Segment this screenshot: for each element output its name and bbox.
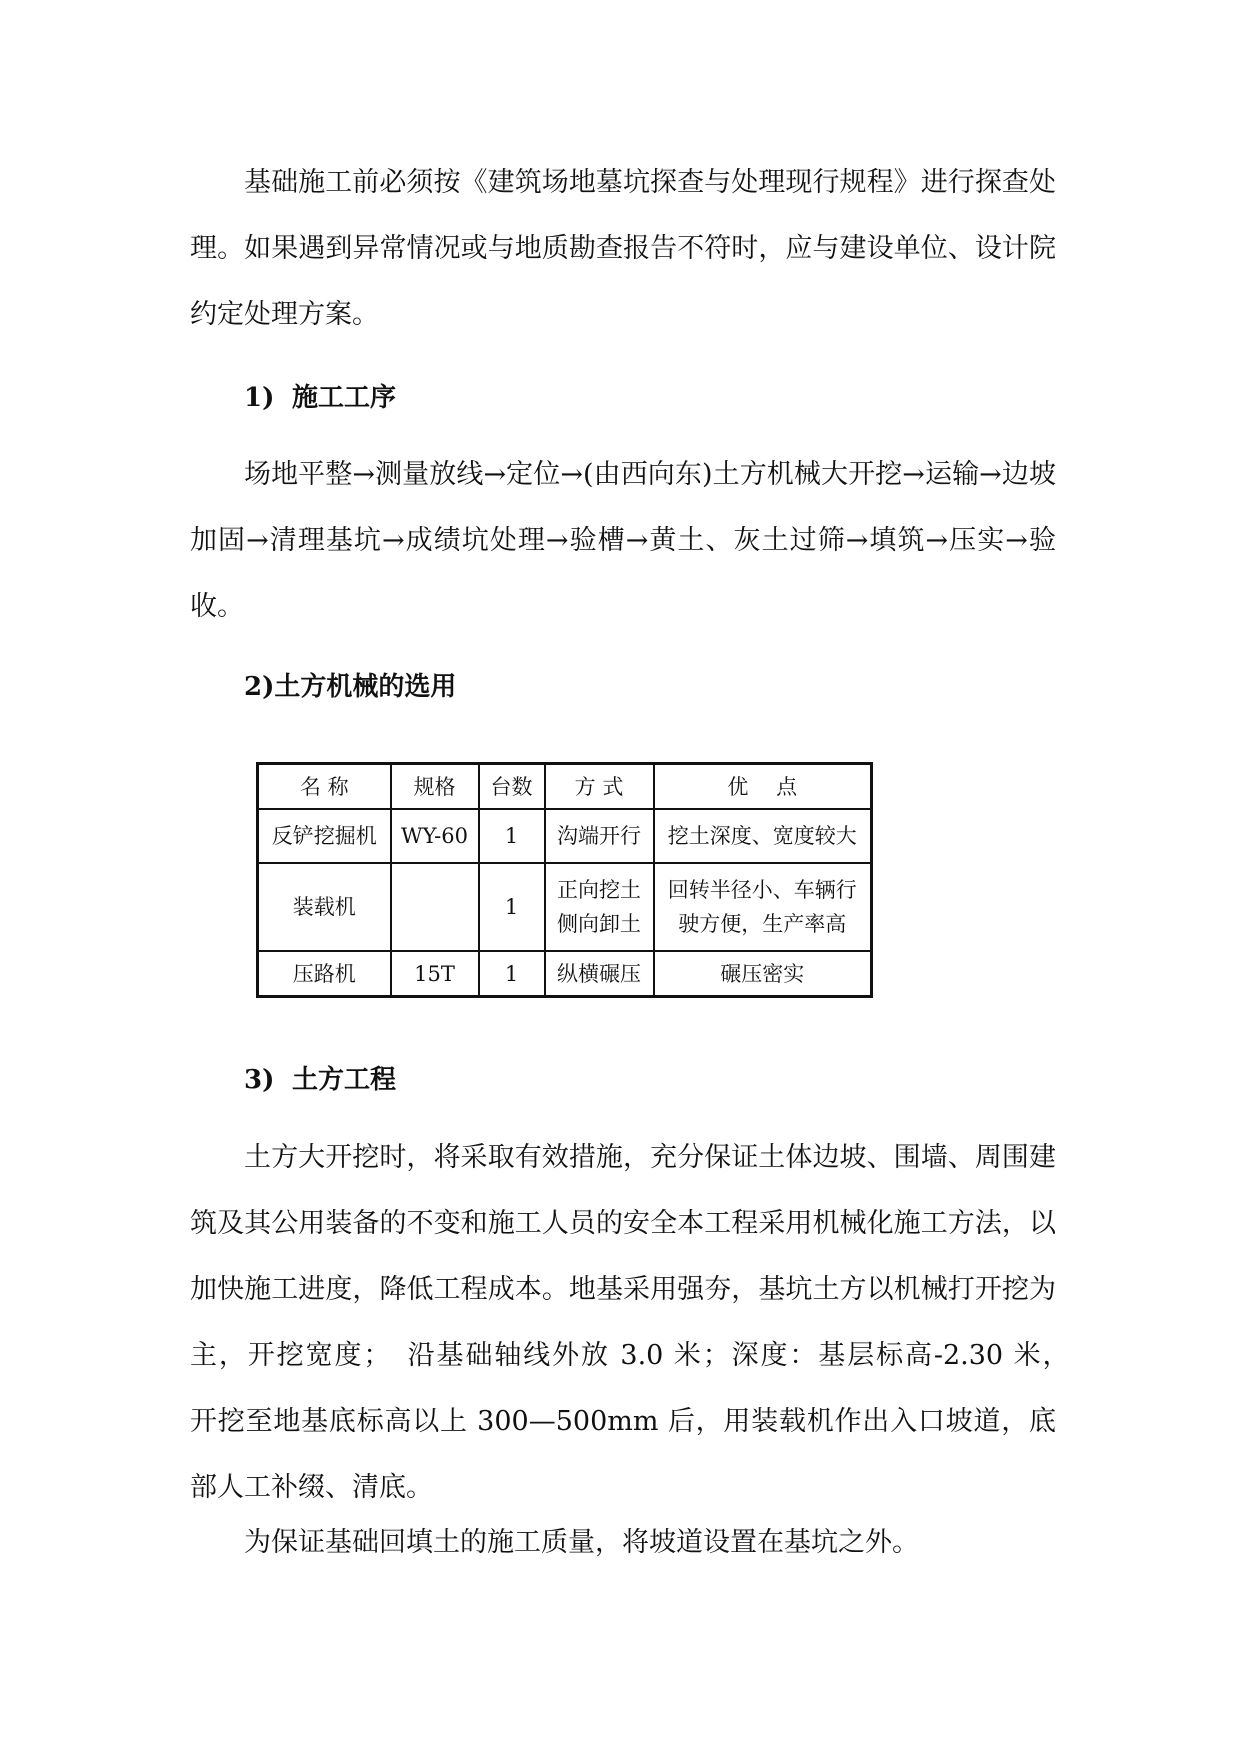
cell-spec: WY-60 <box>391 809 479 863</box>
section-title: 施工工序 <box>292 383 397 413</box>
section-heading-earthwork <box>244 1060 396 1100</box>
section-number: 2) <box>244 672 275 702</box>
cell-name: 反铲挖掘机 <box>258 809 391 863</box>
section-heading-process <box>244 378 396 418</box>
header-mode: 方 式 <box>545 764 654 810</box>
cell-spec: 15T <box>391 951 479 997</box>
header-spec: 规格 <box>391 764 479 810</box>
table-header-row <box>258 764 872 810</box>
header-advantage: 优 点 <box>654 764 872 810</box>
table-row <box>258 863 872 951</box>
backfill-paragraph: 为保证基础回填土的施工质量，将坡道设置在基坑之外。 <box>244 1527 919 1558</box>
section-title: 土方机械的选用 <box>274 672 457 702</box>
section-heading-machinery <box>244 667 456 707</box>
header-name: 名 称 <box>258 764 391 810</box>
table-row <box>258 951 872 997</box>
section-title: 土方工程 <box>292 1065 397 1095</box>
earthwork-paragraph: 土方大开挖时，将采取有效措施，充分保证土体边坡、围墙、周围建筑及其公用装备的不变和施工人员的安全本工程采用机械化施工方法，以加快施工进度，降低工程成本。地基采用强夯，基坑土方以机械打开挖为主，开挖宽度； 沿基础轴线外放 3.0 米；深度：基层标高-2.30 米， 开挖至地基底标高以上 300—500mm 后，用装载机作出入口坡道，底部人工补缀、清底。 <box>190 1142 1083 1503</box>
section-number: 3) <box>244 1065 275 1095</box>
cell-name: 装载机 <box>258 863 391 951</box>
cell-count: 1 <box>479 863 545 951</box>
cell-mode: 正向挖土侧向卸土 <box>545 863 654 951</box>
process-paragraph: 场地平整→测量放线→定位→(由西向东)土方机械大开挖→运输→边坡加固→清理基坑→成绩坑处理→验槽→黄土、灰土过筛→填筑→压实→验收。 <box>190 459 1056 622</box>
cell-advantage: 碾压密实 <box>654 951 872 997</box>
cell-mode: 沟端开行 <box>545 809 654 863</box>
cell-count: 1 <box>479 809 545 863</box>
cell-advantage: 回转半径小、车辆行驶方便，生产率高 <box>654 863 872 951</box>
section-number: 1) <box>244 383 275 413</box>
cell-count: 1 <box>479 951 545 997</box>
header-count: 台数 <box>479 764 545 810</box>
cell-advantage: 挖土深度、宽度较大 <box>654 809 872 863</box>
table-row <box>258 809 872 863</box>
machinery-table <box>256 762 873 998</box>
cell-mode: 纵横碾压 <box>545 951 654 997</box>
cell-name: 压路机 <box>258 951 391 997</box>
intro-paragraph: 基础施工前必须按《建筑场地墓坑探查与处理现行规程》进行探查处理。如果遇到异常情况或与地质勘查报告不符时，应与建设单位、设计院约定处理方案。 <box>190 167 1056 330</box>
cell-spec <box>391 863 479 951</box>
